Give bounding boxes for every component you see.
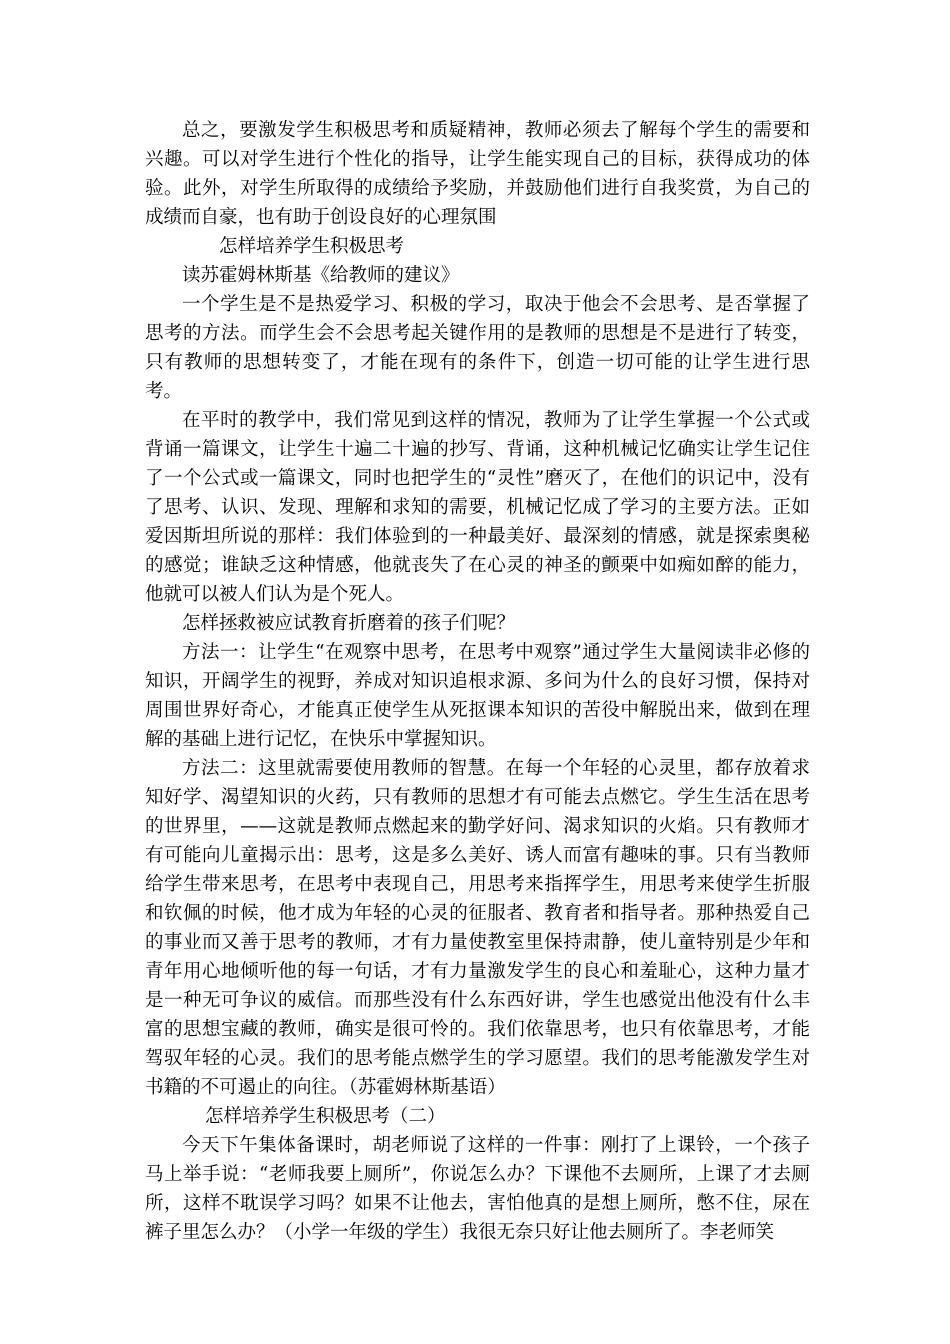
paragraph-rote-learning: 在平时的教学中，我们常见到这样的情况，教师为了让学生掌握一个公式或背诵一篇课文，让学生十遍二十遍的抄写、背诵，这种机械记忆确实让学生记住了一个公式或一篇课文，同时也把学生的“灵性”磨灭了，在他们的识记中，没有了思考、认识、发现、理解和求知的需要，机械记忆成了学习的主要方法。正如爱因斯坦所说的那样：我们体验到的一种最美好、最深刻的情感，就是探索奥秘的感觉；谁缺乏这种情感，他就丧失了在心灵的神圣的颤栗中如痴如醉的能力，他就可以被人们认为是个死人。 [145, 410, 810, 605]
section-subtitle: 读苏霍姆林斯基《给教师的建议》 [182, 265, 460, 286]
paragraph-anecdote: 今天下午集体备课时，胡老师说了这样的一件事：刚打了上课铃，一个孩子马上举手说：“老师我要上厕所”，你说怎么办？下课他不去厕所，上课了才去厕所，这样不耽误学习吗？如果不让他去，害怕他真的是想上厕所，憋不住，尿在裤子里怎么办？（小学一年级的学生）我很无奈只好让他去厕所了。李老师笑 [145, 1135, 810, 1243]
paragraph-question: 怎样拯救被应试教育折磨着的孩子们呢？ [182, 613, 516, 634]
paragraph-method-one: 方法一：让学生“在观察中思考，在思考中观察”通过学生大量阅读非必修的知识，开阔学生的视野，养成对知识追根求源、多问为什么的良好习惯，保持对周围世界好奇心，才能真正使学生从死抠课本知识的苦役中解脱出来，做到在理解的基础上进行记忆，在快乐中掌握知识。 [145, 642, 810, 750]
section-title: 怎样培养学生积极思考 [219, 236, 405, 257]
paragraph-thinking: 一个学生是不是热爱学习、积极的学习，取决于他会不会思考、是否掌握了思考的方法。而学生会不会思考起关键作用的是教师的思想是不是进行了转变，只有教师的思想转变了，才能在现有的条件下，创造一切可能的让学生进行思考。 [145, 294, 810, 402]
section-title-two: 怎样培养学生积极思考（二） [205, 1106, 446, 1127]
document-page [145, 116, 810, 1247]
paragraph-method-two: 方法二：这里就需要使用教师的智慧。在每一个年轻的心灵里，都存放着求知好学、渴望知识的火药，只有教师的思想才有可能去点燃它。学生生活在思考的世界里，——这就是教师点燃起来的勤学好问、渴求知识的火焰。只有教师才有可能向儿童揭示出：思考，这是多么美好、诱人而富有趣味的事。只有当教师给学生带来思考，在思考中表现自己，用思考来指挥学生，用思考来使学生折服和钦佩的时候，他才成为年轻的心灵的征服者、教育者和指导者。那种热爱自己的事业而又善于思考的教师，才有力量使教室里保持肃静，使儿童特别是少年和青年用心地倾听他的每一句话，才有力量激发学生的良心和羞耻心，这种力量才是一种无可争议的威信。而那些没有什么东西好讲，学生也感觉出他没有什么丰富的思想宝藏的教师，确实是很可怜的。我们依靠思考，也只有依靠思考，才能驾驭年轻的心灵。我们的思考能点燃学生的学习愿望。我们的思考能激发学生对书籍的不可遏止的向往。（苏霍姆林斯基语） [145, 758, 810, 1098]
paragraph-summary: 总之，要激发学生积极思考和质疑精神，教师必须去了解每个学生的需要和兴趣。可以对学生进行个性化的指导，让学生能实现自己的目标，获得成功的体验。此外，对学生所取得的成绩给予奖励，并鼓励他们进行自我奖赏，为自己的成绩而自豪，也有助于创设良好的心理氛围 [145, 120, 810, 228]
